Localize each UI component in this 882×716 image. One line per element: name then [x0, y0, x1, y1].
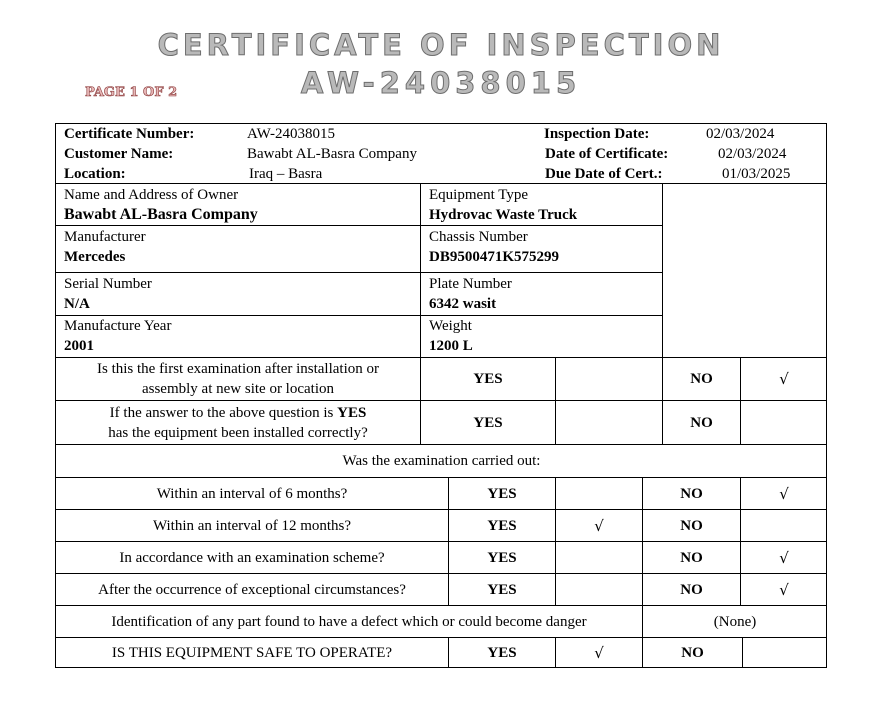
no-label: NO — [690, 414, 713, 431]
question-line: Is this the first examination after installation or — [96, 361, 379, 377]
question-line: has the equipment been installed correctly? — [108, 424, 368, 441]
checkmark-icon: √ — [779, 484, 789, 503]
weight-label: Weight — [429, 318, 472, 334]
divider — [555, 477, 556, 605]
cert-date-value: 02/03/2024 — [718, 146, 787, 162]
question-exceptional-circumstances: After the occurrence of exceptional circumstances? — [98, 581, 406, 598]
owner-label: Name and Address of Owner — [64, 187, 239, 203]
question-emphasis: YES — [337, 404, 367, 421]
cert-number-label: Certificate Number: — [64, 126, 195, 142]
owner-value: Bawabt AL-Basra Company — [64, 206, 258, 223]
chassis-value: DB9500471K575299 — [429, 249, 560, 265]
question-line — [110, 403, 367, 423]
plate-label: Plate Number — [429, 276, 512, 292]
certificate-id-title: AW-24038015 — [300, 66, 582, 100]
defect-answer: (None) — [713, 613, 757, 630]
serial-label: Serial Number — [64, 276, 152, 292]
cert-number-value: AW-24038015 — [247, 126, 335, 142]
divider — [662, 183, 663, 358]
location-label: Location: — [64, 166, 126, 182]
checkmark-icon: √ — [779, 370, 789, 388]
question-line: assembly at new site or location — [141, 381, 335, 397]
question-6-months: Within an interval of 6 months? — [156, 485, 348, 502]
customer-value: Bawabt AL-Basra Company — [247, 146, 417, 162]
equipment-type-value: Hydrovac Waste Truck — [429, 207, 578, 223]
yes-label: YES — [473, 414, 503, 431]
question-installed-correctly — [56, 401, 420, 444]
year-value: 2001 — [64, 338, 94, 354]
checkmark-icon: √ — [594, 516, 604, 535]
yes-label: YES — [487, 645, 517, 661]
customer-label: Customer Name: — [64, 146, 174, 162]
page-label: PAGE 1 OF 2 — [85, 85, 178, 100]
no-label: NO — [681, 645, 704, 661]
equipment-type-label: Equipment Type — [429, 187, 529, 203]
plate-value: 6342 wasit — [429, 296, 497, 312]
year-label: Manufacture Year — [64, 318, 172, 334]
checkmark-icon: √ — [779, 580, 789, 599]
inspection-date-label: Inspection Date: — [544, 126, 650, 142]
question-first-examination — [56, 358, 420, 400]
chassis-label: Chassis Number — [429, 229, 528, 245]
manufacturer-label: Manufacturer — [64, 229, 146, 245]
location-value: Iraq – Basra — [249, 166, 323, 182]
question-12-months: Within an interval of 12 months? — [152, 517, 352, 534]
checkmark-icon: √ — [779, 548, 789, 567]
certificate-title: CERTIFICATE OF INSPECTION — [157, 28, 725, 62]
no-label: NO — [680, 517, 703, 534]
manufacturer-value: Mercedes — [64, 249, 126, 265]
yes-label: YES — [487, 485, 517, 502]
question-safe-to-operate: IS THIS EQUIPMENT SAFE TO OPERATE? — [111, 645, 393, 661]
divider — [555, 357, 556, 445]
divider — [55, 315, 662, 316]
question-text: If the answer to the above question is — [109, 404, 338, 421]
due-date-value: 01/03/2025 — [722, 166, 791, 182]
yes-label: YES — [473, 371, 503, 387]
no-label: NO — [690, 371, 713, 387]
due-date-label: Due Date of Cert.: — [545, 166, 663, 182]
no-label: NO — [680, 581, 703, 598]
divider — [55, 272, 662, 273]
divider — [420, 183, 421, 358]
yes-label: YES — [487, 517, 517, 534]
divider — [55, 183, 827, 184]
no-label: NO — [680, 485, 703, 502]
checkmark-icon: √ — [594, 644, 604, 662]
weight-value: 1200 L — [429, 338, 473, 354]
yes-label: YES — [487, 581, 517, 598]
divider — [742, 637, 743, 668]
inspection-date-value: 02/03/2024 — [706, 126, 775, 142]
yes-label: YES — [487, 549, 517, 566]
question-examination-scheme: In accordance with an examination scheme? — [119, 549, 385, 566]
question-defect-identification: Identification of any part found to have a defect which or could become danger — [111, 613, 587, 630]
examination-heading: Was the examination carried out: — [342, 453, 541, 469]
cert-date-label: Date of Certificate: — [545, 146, 669, 162]
no-label: NO — [680, 549, 703, 566]
serial-value: N/A — [64, 296, 90, 312]
divider — [55, 225, 662, 226]
